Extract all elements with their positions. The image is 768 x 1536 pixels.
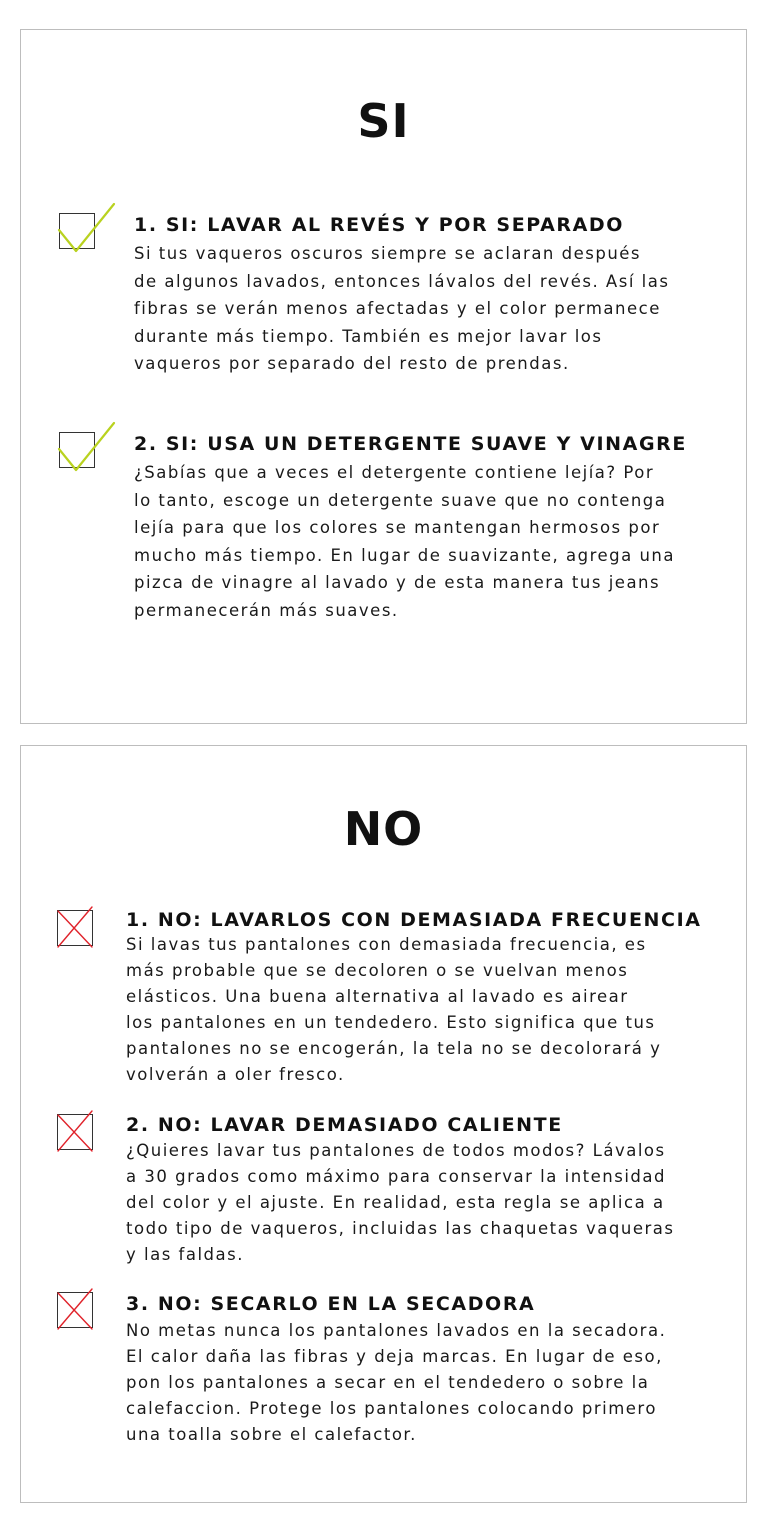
body-line: pizca de vinagre al lavado y de esta manera tus jeans xyxy=(134,573,661,592)
body-line: los pantalones en un tendedero. Esto significa que tus xyxy=(126,1013,656,1032)
body-line: y las faldas. xyxy=(126,1245,244,1264)
cross-icon xyxy=(56,1105,96,1153)
body-line: pon los pantalones a secar en el tendedero o sobre la xyxy=(126,1373,650,1392)
body-line: Si lavas tus pantalones con demasiada frecuencia, es xyxy=(126,935,647,954)
checkbox-checked xyxy=(59,432,95,468)
body-line: más probable que se decoloren o se vuelvan menos xyxy=(126,961,629,980)
si-item-1-title: 1. SI: LAVAR AL REVÉS Y POR SEPARADO xyxy=(134,214,625,236)
si-heading: SI xyxy=(357,94,410,148)
cross-icon xyxy=(56,901,96,949)
no-item-1-title: 1. NO: LAVARLOS CON DEMASIADA FRECUENCIA xyxy=(126,909,702,931)
body-line: todo tipo de vaqueros, incluidas las chaquetas vaqueras xyxy=(126,1219,675,1238)
si-panel xyxy=(20,29,747,724)
body-line: El calor daña las fibras y deja marcas. En lugar de eso, xyxy=(126,1347,663,1366)
checkbox-crossed xyxy=(57,1114,93,1150)
body-line: del color y el ajuste. En realidad, esta regla se aplica a xyxy=(126,1193,665,1212)
si-item-2-body xyxy=(134,459,675,624)
checkmark-icon xyxy=(58,423,118,473)
body-line: mucho más tiempo. En lugar de suavizante, agrega una xyxy=(134,545,675,565)
si-item-2-title: 2. SI: USA UN DETERGENTE SUAVE Y VINAGRE xyxy=(134,433,687,455)
body-line: lo tanto, escoge un detergente suave que no contenga xyxy=(134,490,667,510)
si-item-1-body xyxy=(134,240,669,378)
body-line: Si tus vaqueros oscuros siempre se aclaran después xyxy=(134,244,642,263)
checkbox-crossed xyxy=(57,910,93,946)
no-item-3-body xyxy=(126,1318,666,1448)
body-line: una toalla sobre el calefactor. xyxy=(126,1425,417,1444)
body-line: ¿Sabías que a veces el detergente contiene lejía? Por xyxy=(134,463,655,482)
body-line: lejía para que los colores se mantengan hermosos por xyxy=(134,518,661,537)
body-line: elásticos. Una buena alternativa al lavado es airear xyxy=(126,987,629,1006)
cross-icon xyxy=(56,1283,96,1331)
body-line: ¿Quieres lavar tus pantalones de todos modos? Lávalos xyxy=(126,1141,666,1160)
body-line: vaqueros por separado del resto de prendas. xyxy=(134,354,570,373)
body-line: permanecerán más suaves. xyxy=(134,600,399,620)
body-line: calefaccion. Protege los pantalones colocando primero xyxy=(126,1399,657,1418)
no-item-2-body xyxy=(126,1138,674,1268)
checkbox-crossed xyxy=(57,1292,93,1328)
body-line: volverán a oler fresco. xyxy=(126,1065,345,1084)
body-line: fibras se verán menos afectadas y el color permanece xyxy=(134,299,661,318)
no-item-2-title: 2. NO: LAVAR DEMASIADO CALIENTE xyxy=(126,1114,563,1136)
checkbox-checked xyxy=(59,213,95,249)
no-panel xyxy=(20,745,747,1503)
body-line: No metas nunca los pantalones lavados en la secadora. xyxy=(126,1321,667,1340)
body-line: de algunos lavados, entonces lávalos del revés. Así las xyxy=(134,271,670,291)
no-heading: NO xyxy=(343,802,424,856)
no-item-1-body xyxy=(126,932,661,1088)
checkmark-icon xyxy=(58,204,118,254)
body-line: pantalones no se encogerán, la tela no se decolorará y xyxy=(126,1039,662,1058)
body-line: a 30 grados como máximo para conservar la intensidad xyxy=(126,1167,666,1186)
no-item-3-title: 3. NO: SECARLO EN LA SECADORA xyxy=(126,1293,536,1315)
body-line: durante más tiempo. También es mejor lavar los xyxy=(134,326,603,346)
